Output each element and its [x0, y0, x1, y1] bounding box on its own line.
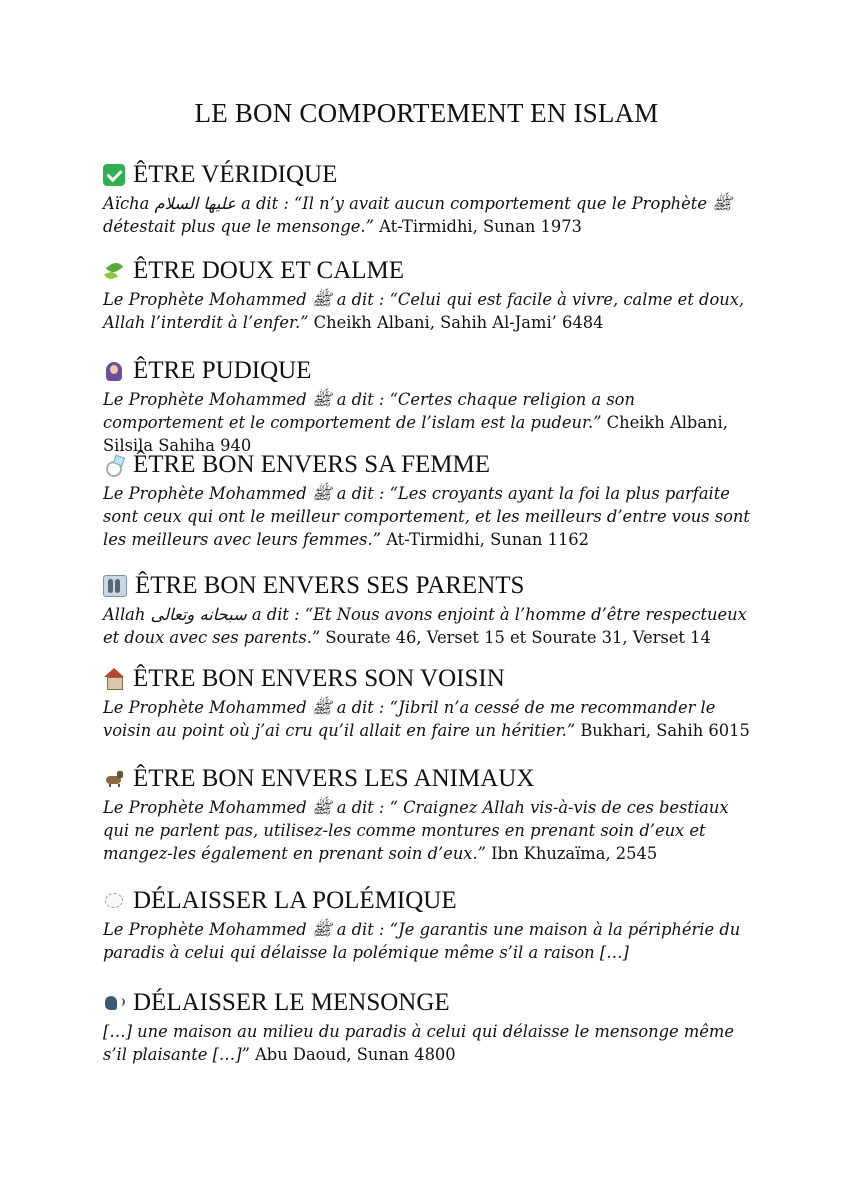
section-heading: DÉLAISSER LA POLÉMIQUE: [133, 887, 457, 914]
quote-text: Le Prophète Mohammed ﷺ a dit : “Les croyants ayant la foi la plus parfaite sont ceux qui ont le meilleur comportement, et les meilleurs d’entre vous sont les meilleurs avec leurs femmes.”: [103, 484, 750, 549]
section-heading-row: [103, 884, 753, 918]
hadith-quote: [103, 388, 753, 457]
hadith-quote: [103, 1020, 753, 1066]
quote-text: Allah سبحانه وتعالى a dit : “Et Nous avons enjoint à l’homme d’être respectueux et doux avec ses parents.”: [103, 605, 747, 647]
section-heading-row: [103, 569, 753, 603]
ring-icon: [103, 454, 125, 476]
quote-source: At-Tirmidhi, Sunan 1162: [381, 530, 590, 549]
leaf-icon: [103, 260, 125, 282]
goat-icon: [103, 768, 125, 790]
section-heading: ÊTRE BON ENVERS SA FEMME: [133, 451, 490, 478]
quote-text: Le Prophète Mohammed ﷺ a dit : “Celui qui est facile à vivre, calme et doux, Allah l’interdit à l’enfer.”: [103, 290, 745, 332]
family-icon: [103, 575, 127, 597]
hadith-quote: [103, 192, 753, 238]
check-mark-icon: [103, 164, 125, 186]
section-etre-bon-envers-les-animaux: [103, 762, 753, 865]
section-etre-bon-envers-sa-femme: [103, 448, 753, 551]
section-delaisser-le-mensonge: [103, 986, 753, 1066]
section-etre-bon-envers-ses-parents: [103, 569, 753, 649]
quote-text: Le Prophète Mohammed ﷺ a dit : “Je garantis une maison à la périphérie du paradis à celui qui délaisse la polémique même s’il a raison […]: [103, 920, 741, 962]
quote-text: Le Prophète Mohammed ﷺ a dit : “Jibril n’a cessé de me recommander le voisin au point où j’ai cru qu’il allait en faire un héritier.”: [103, 698, 716, 740]
quote-text: Aïcha عليها السلام a dit : “Il n’y avait aucun comportement que le Prophète ﷺ détestait plus que le mensonge.”: [103, 194, 732, 236]
section-heading-row: [103, 762, 753, 796]
hadith-quote: [103, 482, 753, 551]
hadith-quote: [103, 603, 753, 649]
section-heading: ÊTRE PUDIQUE: [133, 357, 312, 384]
hadith-quote: [103, 796, 753, 865]
hadith-quote: [103, 918, 753, 964]
quote-source: At-Tirmidhi, Sunan 1973: [373, 217, 582, 236]
section-heading: ÊTRE VÉRIDIQUE: [133, 161, 338, 188]
speech-bubble-icon: [103, 890, 125, 912]
quote-source: Abu Daoud, Sunan 4800: [249, 1045, 456, 1064]
veiled-woman-icon: [103, 360, 125, 382]
quote-source: Bukhari, Sahih 6015: [575, 721, 750, 740]
section-etre-doux-et-calme: [103, 254, 753, 334]
section-heading-row: [103, 986, 753, 1020]
section-heading-row: [103, 254, 753, 288]
hadith-quote: [103, 696, 753, 742]
document-title: LE BON COMPORTEMENT EN ISLAM: [194, 98, 659, 128]
section-etre-pudique: [103, 354, 753, 457]
section-heading: ÊTRE BON ENVERS LES ANIMAUX: [133, 765, 535, 792]
section-etre-veridique: [103, 158, 753, 238]
quote-text: Le Prophète Mohammed ﷺ a dit : “ Craignez Allah vis-à-vis de ces bestiaux qui ne parlent pas, utilisez-les comme montures en prenant soin d’eux et mangez-les également en prenant soin d’eux.”: [103, 798, 729, 863]
section-heading: ÊTRE BON ENVERS SES PARENTS: [135, 572, 525, 599]
house-icon: [103, 668, 125, 690]
section-delaisser-la-polemique: [103, 884, 753, 964]
section-heading: ÊTRE DOUX ET CALME: [133, 257, 405, 284]
quote-source: Sourate 46, Verset 15 et Sourate 31, Verset 14: [320, 628, 711, 647]
section-heading-row: [103, 158, 753, 192]
quote-source: Cheikh Albani, Sahih Al-Jami’ 6484: [308, 313, 604, 332]
quote-text: […] une maison au milieu du paradis à celui qui délaisse le mensonge même s’il plaisante […]”: [103, 1022, 735, 1064]
section-heading: ÊTRE BON ENVERS SON VOISIN: [133, 665, 505, 692]
quote-source: Ibn Khuzaïma, 2545: [485, 844, 658, 863]
speaking-head-icon: [103, 992, 125, 1014]
section-etre-bon-envers-son-voisin: [103, 662, 753, 742]
section-heading: DÉLAISSER LE MENSONGE: [133, 989, 450, 1016]
section-heading-row: [103, 354, 753, 388]
quote-text: Le Prophète Mohammed ﷺ a dit : “Certes chaque religion a son comportement et le comportement de l’islam est la pudeur.”: [103, 390, 635, 432]
hadith-quote: [103, 288, 753, 334]
quote-source: Cheikh Albani, Silsila Sahiha 940: [103, 413, 728, 455]
section-heading-row: [103, 448, 753, 482]
section-heading-row: [103, 662, 753, 696]
